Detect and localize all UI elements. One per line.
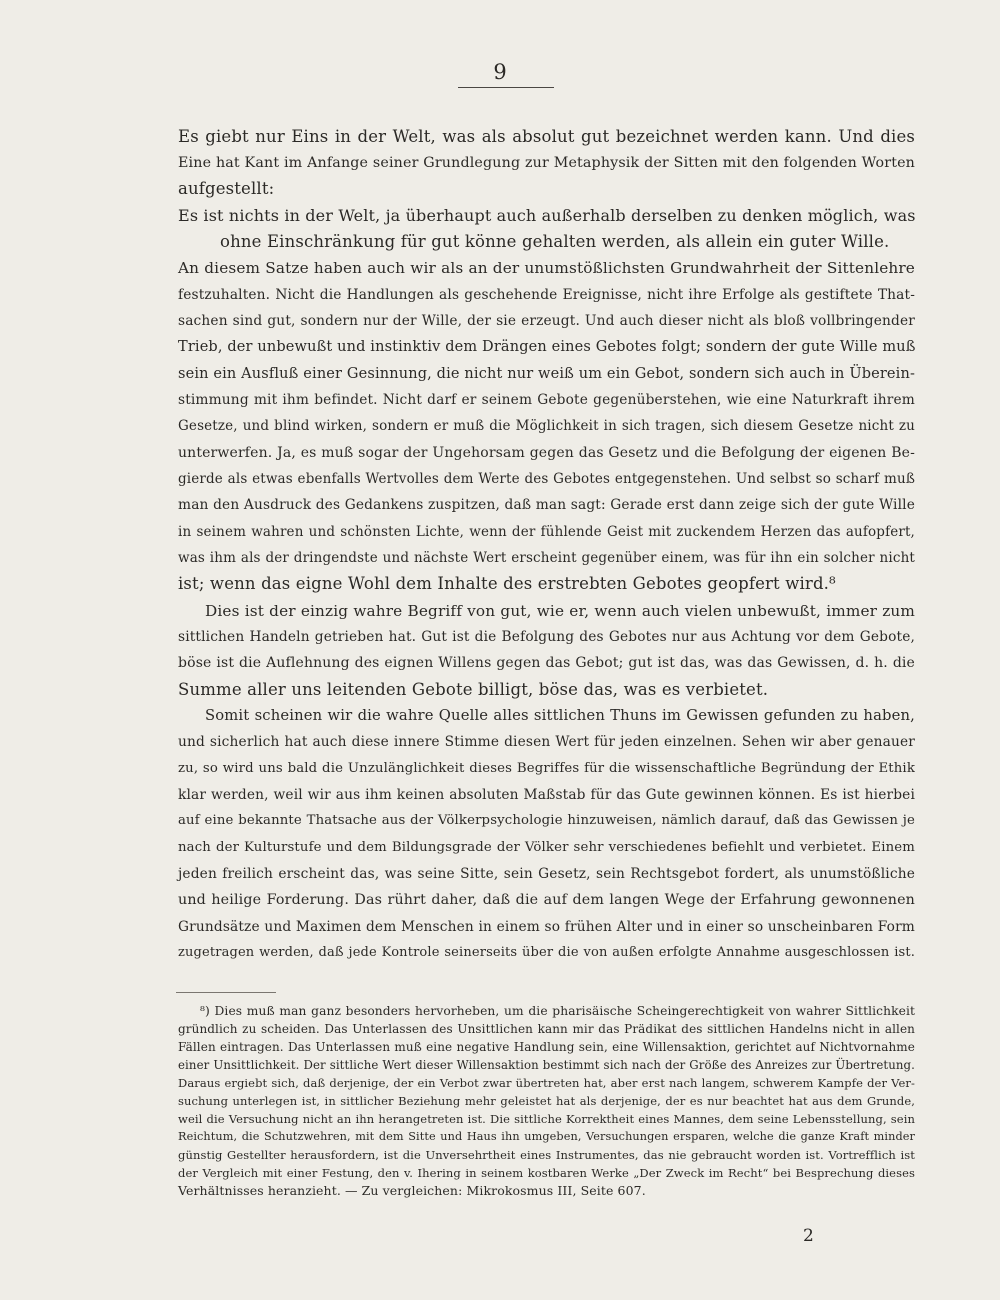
footnote-line: weil die Versuchung nicht an ihn herangetreten ist. Die sittliche Korrektheit eines Mannes, dem seine Lebensstellung, sein [178, 1112, 915, 1126]
header-rule [458, 87, 554, 88]
text-line: stimmung mit ihm befindet. Nicht darf er seinem Gebote gegenüberstehen, wie eine Naturkraft ihrem [178, 392, 915, 408]
text-line: jeden freilich erscheint das, was seine Sitte, sein Gesetz, sein Rechtsgebot fordert, als unumstößliche [178, 866, 915, 882]
text-line: unterwerfen. Ja, es muß sogar der Ungehorsam gegen das Gesetz und die Befolgung der eigenen Be- [178, 445, 915, 461]
text-line: festzuhalten. Nicht die Handlungen als geschehende Ereignisse, nicht ihre Erfolge als gestiftete That- [178, 287, 915, 303]
text-line: Eine hat Kant im Anfange seiner Grundlegung zur Metaphysik der Sitten mit den folgenden Worten [178, 155, 915, 171]
footnote-line: Verhältnisses heranzieht. — Zu vergleichen: Mikrokosmus III, Seite 607. [178, 1183, 646, 1198]
text-line: Trieb, der unbewußt und instinktiv dem Drängen eines Gebotes folgt; sondern der gute Wille muß [178, 339, 916, 355]
text-line: nach der Kulturstufe und dem Bildungsgrade der Völker sehr verschiedenes befiehlt und verbietet. Einem [178, 840, 915, 855]
text-line: sittlichen Handeln getrieben hat. Gut ist die Befolgung des Gebotes nur aus Achtung vor dem Gebote, [178, 629, 915, 645]
footnote-rule [176, 992, 276, 993]
text-line: zugetragen werden, daß jede Kontrole seinerseits über die von außen erfolgte Annahme ausgeschlossen ist. [178, 945, 915, 960]
text-line: sein ein Ausfluß einer Gesinnung, die nicht nur weiß um ein Gebot, sondern sich auch in Überein- [178, 366, 915, 382]
text-line: was ihm als der dringendste und nächste Wert erscheint gegenüber einem, was für ihn ein solcher nicht [178, 550, 915, 566]
text-line: aufgestellt: [178, 179, 275, 198]
footnote-line: einer Unsittlichkeit. Der sittliche Wert dieser Willensaktion bestimmt sich nach der Größe des Anreizes zur Übertretung. [178, 1058, 915, 1072]
footnote-line: ⁸) Dies muß man ganz besonders hervorheben, um die pharisäische Scheingerechtigkeit von wahrer Sittlichkeit [200, 1004, 915, 1018]
footnote-line: Fällen eintragen. Das Unterlassen muß eine negative Handlung sein, eine Willensaktion, gerichtet auf Nichtvornahme [178, 1040, 915, 1054]
footnote-line: Reichtum, die Schutzwehren, mit dem Sitte und Haus ihn umgeben, Versuchungen ersparen, welche die ganze Kraft minder [178, 1130, 915, 1143]
text-line: An diesem Satze haben auch wir als an der unumstößlichsten Grundwahrheit der Sittenlehre [178, 259, 915, 277]
text-line: und heilige Forderung. Das rührt daher, daß die auf dem langen Wege der Erfahrung gewonnenen [178, 892, 915, 908]
text-line: böse ist die Auflehnung des eignen Willens gegen das Gebot; gut ist das, was das Gewissen, d. h. die [178, 655, 915, 671]
text-line: und sicherlich hat auch diese innere Stimme diesen Wert für jeden einzelnen. Sehen wir aber genauer [178, 734, 915, 750]
text-line: in seinem wahren und schönsten Lichte, wenn der fühlende Geist mit zuckendem Herzen das aufopfert, [178, 524, 915, 540]
footnote-line: günstig Gestellter herausfordern, ist die Unversehrtheit eines Instrumentes, das nie gebraucht worden ist. Vortrefflich ist [178, 1148, 915, 1162]
text-line: auf eine bekannte Thatsache aus der Völkerpsychologie hinzuweisen, nämlich darauf, daß das Gewissen je [178, 813, 915, 828]
text-line: Summe aller uns leitenden Gebote billigt, böse das, was es verbietet. [178, 680, 769, 699]
text-line: gierde als etwas ebenfalls Wertvolles dem Werte des Gebotes entgegenstehen. Und selbst so scharf muß [178, 471, 915, 487]
text-line: man den Ausdruck des Gedankens zuspitzen, daß man sagt: Gerade erst dann zeige sich der gute Wille [178, 497, 915, 513]
footnote-line: suchung unterlegen ist, in sittlicher Beziehung mehr geleistet hat als derjenige, der es nur beachtet hat aus dem Grunde, [178, 1094, 915, 1108]
text-line: zu, so wird uns bald die Unzulänglichkeit dieses Begriffes für die wissenschaftliche Begründung der Ethik [178, 761, 915, 776]
footnote-line: der Vergleich mit einer Festung, den v. Ihering in seinem kostbaren Werke „Der Zweck im Recht“ bei Besprechung dieses [178, 1166, 915, 1180]
text-line: klar werden, weil wir aus ihm keinen absoluten Maßstab für das Gute gewinnen können. Es ist hierbei [178, 787, 915, 803]
footnote-line: Daraus ergiebt sich, daß derjenige, der ein Verbot zwar übertreten hat, aber erst nach langem, schwerem Kampfe der Ver- [178, 1076, 915, 1090]
quote-line: ohne Einschränkung für gut könne gehalten werden, als allein ein guter Wille. [220, 232, 890, 251]
text-line: Grundsätze und Maximen dem Menschen in einem so frühen Alter und in einer so unscheinbaren Form [178, 919, 915, 935]
text-line: Es giebt nur Eins in der Welt, was als absolut gut bezeichnet werden kann. Und dies [178, 127, 915, 146]
footnote-line: gründlich zu scheiden. Das Unterlassen des Unsittlichen kann mir das Prädikat des sittlichen Handelns nicht in allen [178, 1022, 915, 1036]
page-number: 9 [493, 60, 507, 84]
text-line: Gesetze, und blind wirken, sondern er muß die Möglichkeit in sich tragen, sich diesem Gesetze nicht zu [178, 418, 915, 434]
quote-line: Es ist nichts in der Welt, ja überhaupt auch außerhalb derselben zu denken möglich, was [178, 206, 916, 225]
signature-mark: 2 [803, 1226, 814, 1246]
text-line: ist; wenn das eigne Wohl dem Inhalte des erstrebten Gebotes geopfert wird.⁸ [178, 574, 836, 593]
text-line: Somit scheinen wir die wahre Quelle alles sittlichen Thuns im Gewissen gefunden zu haben, [205, 707, 915, 724]
text-line: sachen sind gut, sondern nur der Wille, der sie erzeugt. Und auch dieser nicht als bloß vollbringender [178, 313, 915, 329]
text-line: Dies ist der einzig wahre Begriff von gut, wie er, wenn auch vielen unbewußt, immer zum [205, 602, 915, 620]
